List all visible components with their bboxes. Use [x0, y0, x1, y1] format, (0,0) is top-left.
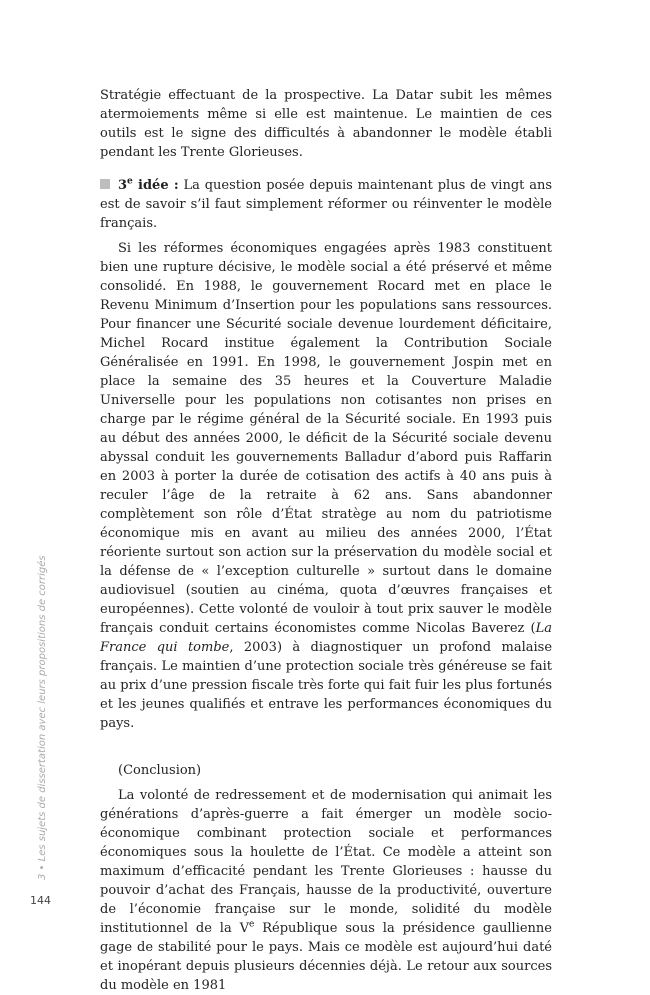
running-head: 3 • Les sujets de dissertation avec leurs propositions de corrigés	[37, 555, 48, 880]
spacer	[100, 733, 552, 761]
conclusion-heading: (Conclusion)	[118, 763, 202, 778]
idee-text: La question posée depuis maintenant plus de vingt ans est de savoir s’il faut simplement réformer ou réinventer le modèle français.	[100, 178, 553, 231]
spacer	[100, 162, 552, 176]
paragraph-conclusion: La volonté de redressement et de modernisation qui animait les générations d’après-guerre a fait émerger un modèle socio-économique combinant protection sociale et performances économiques sous la houlette de l’État. Ce modèle a atteint son maximum d’efficacité pendant les Trente Glorieuses : hausse du pouvoir d’achat des Français, hausse de la productivité, ouverture de l’économie française sur le monde, solidité du modèle institutionnel de la Ve République sous la présidence gaullienne gage de stabilité pour le pays. Mais ce modèle est aujourd’hui daté et inopérant depuis plusieurs décennies déjà. Le retour aux sources du modèle en 1981	[100, 788, 552, 993]
idee-paragraph	[100, 176, 552, 233]
paragraph-reformes: Si les réformes économiques engagées après 1983 constituent bien une rupture décisive, le modèle social a été préservé et même consolidé. En 1988, le gouvernement Rocard met en place le Revenu Minimum d’Insertion pour les populations sans ressources. Pour financer une Sécurité sociale devenue lourdement déficitaire, Michel Rocard institue également la Contribution Sociale Généralisée en 1991. En 1998, le gouvernement Jospin met en place la semaine des 35 heures et la Couverture Maladie Universelle pour les populations non cotisantes non prises en charge par le régime général de la Sécurité sociale. En 1993 puis au début des années 2000, le déficit de la Sécurité sociale devenu abyssal conduit les gouvernements Balladur d’abord puis Raffarin en 2003 à porter la durée de cotisation des actifs à 40 ans puis à reculer l’âge de la retraite à 62 ans. Sans abandonner complètement son rôle d’État stratège au nom du patriotisme économique mis en avant au milieu des années 2000, l’État réoriente surtout son action sur la préservation du modèle social et la défense de « l’exception culturelle » surtout dans le domaine audiovisuel (soutien au cinéma, quota d’œuvres françaises et européennes). Cette volonté de vouloir à tout prix sauver le modèle français conduit certains économistes comme Nicolas Baverez (La France qui tombe, 2003) à diagnostiquer un profond malaise français. Le maintien d’une protection sociale très généreuse se fait au prix d’une pression fiscale très forte qui fait fuir les plus fortunés et les jeunes qualifiés et entrave les performances économiques du pays.	[100, 241, 553, 731]
book-title: La France qui tombe	[100, 621, 552, 655]
page-number: 144	[30, 894, 51, 907]
bullet-square-icon	[100, 179, 110, 189]
idee-label: 3e idée :	[118, 176, 179, 193]
body-text	[100, 86, 552, 995]
paragraph-top: Stratégie effectuant de la prospective. La Datar subit les mêmes atermoiements même si elle est maintenue. Le maintien de ces outils est le signe des difficultés à abandonner le modèle établi pendant les Trente Glorieuses.	[100, 88, 552, 160]
